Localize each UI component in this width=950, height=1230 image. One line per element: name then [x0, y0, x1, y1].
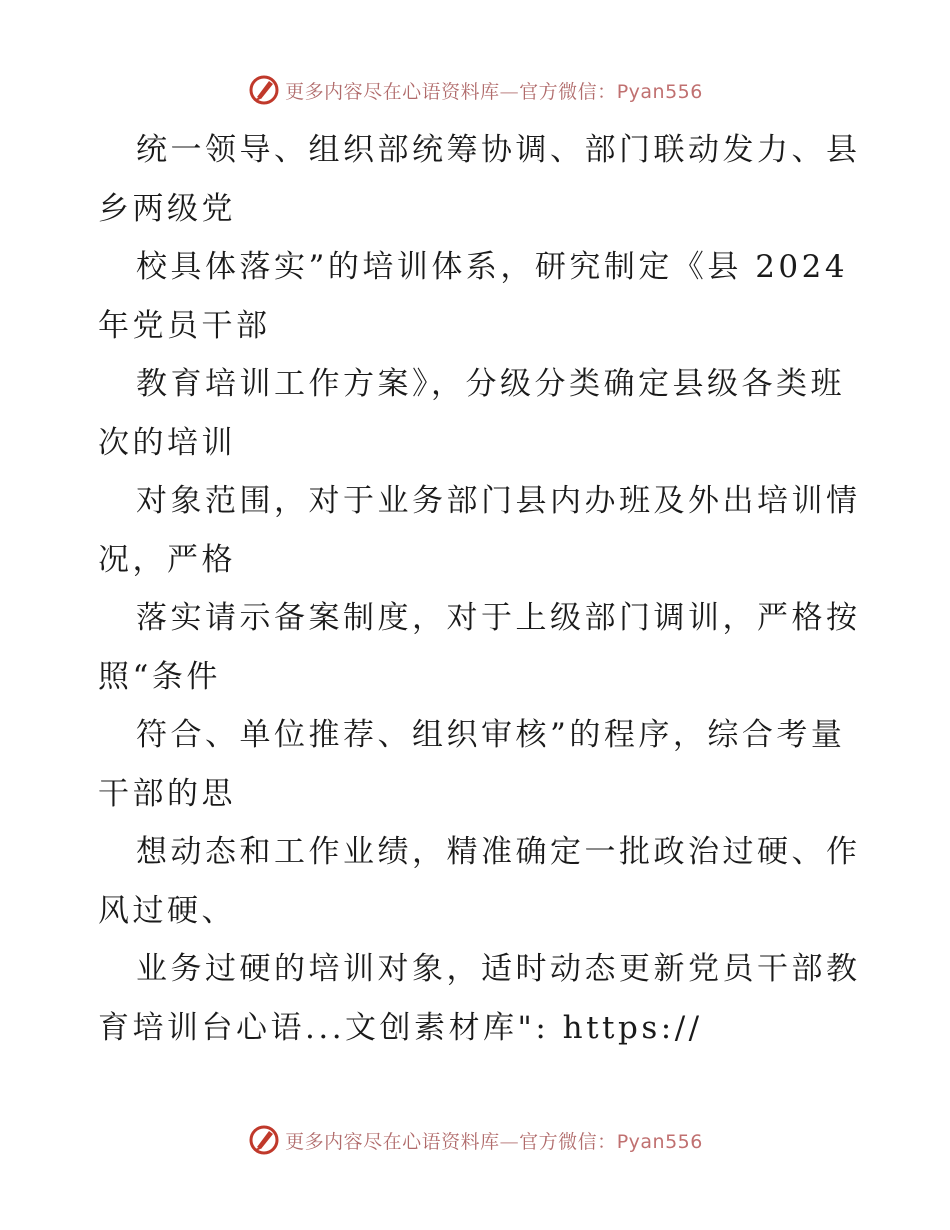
quill-logo-icon — [247, 1123, 281, 1157]
body-line-16: 育培训台心语...文创素材库": https:// — [98, 1009, 703, 1046]
body-line-14: 风过硬、 — [98, 892, 236, 929]
body-line-12: 干部的思 — [98, 775, 236, 812]
body-line-6: 次的培训 — [98, 424, 236, 461]
footer-banner-text — [285, 1127, 703, 1154]
footer-brand-text: 更多内容尽在心语资料库 — [285, 1130, 500, 1153]
body-line-4: 年党员干部 — [98, 307, 271, 344]
header-wechat-label: 官方微信： — [519, 80, 617, 103]
body-line-3: 校具体落实”的培训体系，研究制定《县 2024 — [136, 249, 849, 285]
footer-wechat-label: 官方微信： — [519, 1130, 617, 1153]
body-line-10: 照“条件 — [98, 658, 221, 695]
document-body — [98, 121, 861, 1057]
body-line-9: 落实请示备案制度，对于上级部门调训，严格按 — [136, 600, 861, 636]
body-line-7: 对象范围，对于业务部门县内办班及外出培训情 — [136, 483, 861, 519]
header-brand-text: 更多内容尽在心语资料库 — [285, 80, 500, 103]
footer-banner — [0, 1120, 950, 1160]
body-line-1: 统一领导、组织部统筹协调、部门联动发力、县 — [136, 132, 861, 168]
body-line-11: 符合、单位推荐、组织审核”的程序，综合考量 — [136, 717, 846, 753]
body-line-13: 想动态和工作业绩，精准确定一批政治过硬、作 — [136, 834, 861, 870]
header-banner — [0, 70, 950, 110]
footer-wechat-id: Pyan556 — [616, 1130, 703, 1153]
header-wechat-id: Pyan556 — [616, 80, 703, 103]
header-separator: — — [499, 80, 520, 103]
body-line-8: 况，严格 — [98, 541, 236, 578]
footer-separator: — — [499, 1130, 520, 1153]
quill-logo-icon — [247, 73, 281, 107]
body-line-2: 乡两级党 — [98, 190, 236, 227]
body-line-5: 教育培训工作方案》，分级分类确定县级各类班 — [136, 366, 845, 402]
header-banner-text — [285, 77, 703, 104]
body-line-15: 业务过硬的培训对象，适时动态更新党员干部教 — [136, 951, 861, 987]
